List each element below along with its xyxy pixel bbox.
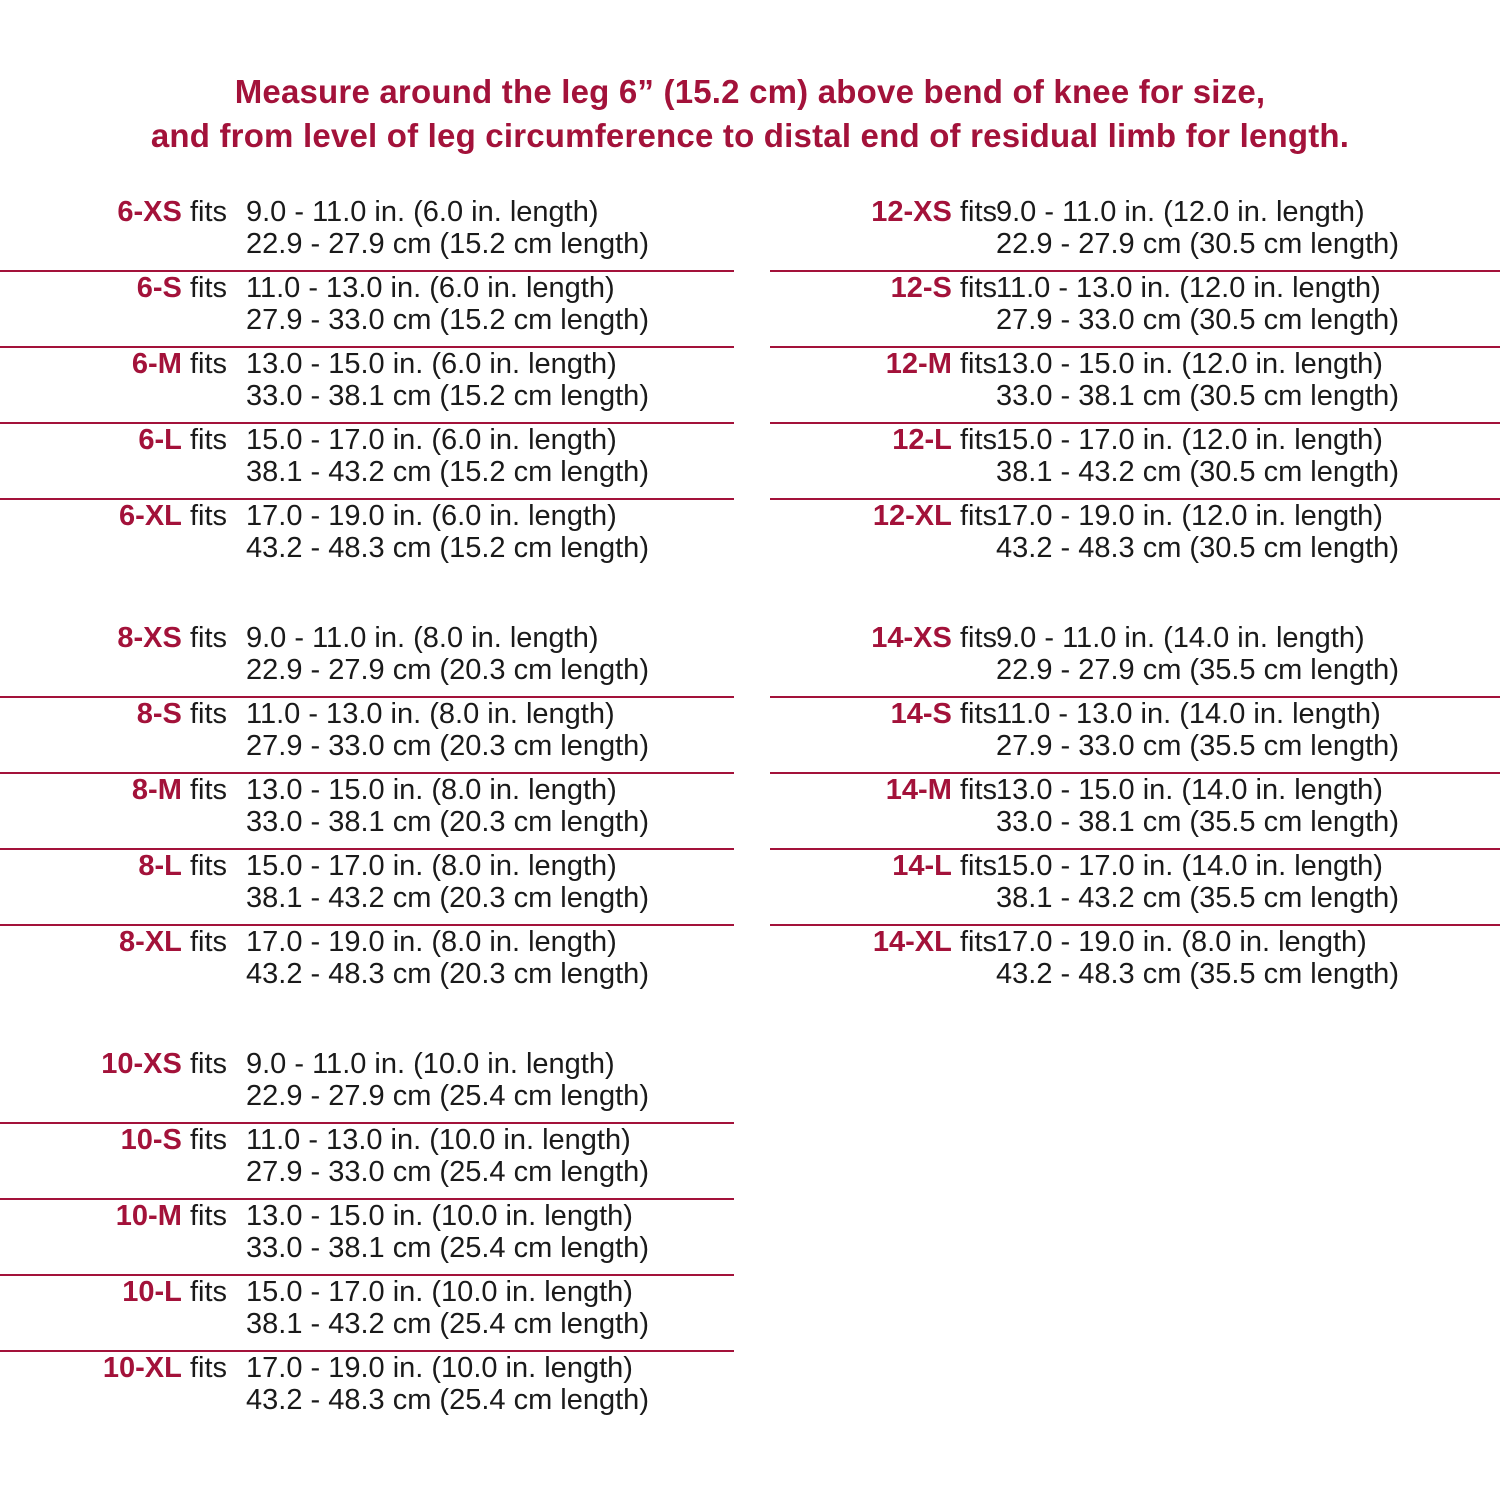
size-values [246, 424, 649, 488]
size-values [996, 622, 1399, 686]
size-row [770, 698, 1500, 774]
size-values [246, 926, 649, 990]
size-row [770, 272, 1500, 348]
inches-range: 9.0 - 11.0 in. (12.0 in. length) [996, 196, 1365, 228]
size-row [0, 1124, 734, 1200]
size-values [246, 774, 649, 838]
inches-range: 15.0 - 17.0 in. (10.0 in. length) [246, 1276, 633, 1308]
cm-range: 33.0 - 38.1 cm (20.3 cm length) [246, 806, 649, 838]
instructions-heading [0, 70, 1500, 158]
fits-word: fits [189, 272, 227, 304]
size-label [873, 500, 997, 532]
inches-range: 13.0 - 15.0 in. (14.0 in. length) [996, 774, 1383, 806]
fits-word: fits [189, 500, 227, 532]
size-values [246, 500, 649, 564]
size-values [246, 1048, 649, 1112]
size-code: 10-XS [101, 1048, 182, 1080]
size-label [132, 774, 227, 806]
size-code: 6-XS [117, 196, 182, 228]
size-row [770, 926, 1500, 1002]
cm-range: 27.9 - 33.0 cm (25.4 cm length) [246, 1156, 649, 1188]
size-values [996, 850, 1399, 914]
size-values [996, 424, 1399, 488]
fits-word: fits [189, 622, 227, 654]
size-code: 6-M [131, 348, 182, 380]
cm-range: 43.2 - 48.3 cm (30.5 cm length) [996, 532, 1399, 564]
fits-word: fits [959, 500, 997, 532]
fits-word: fits [189, 1276, 227, 1308]
cm-range: 33.0 - 38.1 cm (25.4 cm length) [246, 1232, 649, 1264]
size-row [770, 774, 1500, 850]
cm-range: 22.9 - 27.9 cm (15.2 cm length) [246, 228, 649, 260]
inches-range: 9.0 - 11.0 in. (6.0 in. length) [246, 196, 599, 228]
size-code: 12-XL [872, 500, 952, 532]
size-row [0, 1276, 734, 1352]
size-row [0, 926, 734, 1002]
size-values [246, 196, 649, 260]
size-label [119, 500, 227, 532]
fits-word: fits [189, 1124, 227, 1156]
inches-range: 13.0 - 15.0 in. (10.0 in. length) [246, 1200, 633, 1232]
inches-range: 11.0 - 13.0 in. (14.0 in. length) [996, 698, 1381, 730]
size-group-14 [770, 622, 1500, 1002]
size-row [0, 698, 734, 774]
size-row [0, 500, 734, 576]
size-row [770, 850, 1500, 926]
size-values [996, 196, 1399, 260]
fits-word: fits [959, 622, 997, 654]
size-label [122, 1276, 227, 1308]
size-code: 14-S [890, 698, 952, 730]
size-group-12 [770, 196, 1500, 576]
fits-word: fits [959, 926, 997, 958]
inches-range: 17.0 - 19.0 in. (12.0 in. length) [996, 500, 1383, 532]
size-code: 10-XL [102, 1352, 182, 1384]
cm-range: 22.9 - 27.9 cm (30.5 cm length) [996, 228, 1399, 260]
cm-range: 38.1 - 43.2 cm (15.2 cm length) [246, 456, 649, 488]
fits-word: fits [189, 850, 227, 882]
size-values [996, 272, 1399, 336]
size-code: 14-XL [872, 926, 952, 958]
cm-range: 43.2 - 48.3 cm (15.2 cm length) [246, 532, 649, 564]
fits-word: fits [959, 698, 997, 730]
size-label [886, 348, 997, 380]
cm-range: 22.9 - 27.9 cm (20.3 cm length) [246, 654, 649, 686]
cm-range: 27.9 - 33.0 cm (35.5 cm length) [996, 730, 1399, 762]
size-label [117, 196, 227, 228]
size-row [0, 424, 734, 500]
inches-range: 15.0 - 17.0 in. (14.0 in. length) [996, 850, 1383, 882]
size-label [137, 272, 227, 304]
size-group-6 [0, 196, 734, 576]
size-code: 8-XS [117, 622, 182, 654]
cm-range: 22.9 - 27.9 cm (35.5 cm length) [996, 654, 1399, 686]
size-label [891, 272, 997, 304]
size-label [892, 424, 997, 456]
size-label [116, 1200, 227, 1232]
size-label [891, 698, 997, 730]
cm-range: 33.0 - 38.1 cm (35.5 cm length) [996, 806, 1399, 838]
inches-range: 15.0 - 17.0 in. (8.0 in. length) [246, 850, 617, 882]
size-code: 12-M [885, 348, 952, 380]
cm-range: 43.2 - 48.3 cm (35.5 cm length) [996, 958, 1399, 990]
inches-range: 13.0 - 15.0 in. (8.0 in. length) [246, 774, 617, 806]
inches-range: 9.0 - 11.0 in. (8.0 in. length) [246, 622, 599, 654]
cm-range: 22.9 - 27.9 cm (25.4 cm length) [246, 1080, 649, 1112]
size-label [119, 926, 227, 958]
size-code: 8-L [138, 850, 182, 882]
size-label [101, 1048, 227, 1080]
size-label [117, 622, 227, 654]
size-values [996, 698, 1399, 762]
instructions-line-2: and from level of leg circumference to distal end of residual limb for length. [150, 117, 1350, 154]
cm-range: 43.2 - 48.3 cm (25.4 cm length) [246, 1384, 649, 1416]
fits-word: fits [959, 348, 997, 380]
size-values [246, 622, 649, 686]
size-row [0, 196, 734, 272]
size-row [770, 622, 1500, 698]
size-row [770, 348, 1500, 424]
size-label [871, 622, 997, 654]
size-row [0, 1352, 734, 1428]
inches-range: 11.0 - 13.0 in. (12.0 in. length) [996, 272, 1381, 304]
size-code: 8-S [136, 698, 182, 730]
fits-word: fits [959, 774, 997, 806]
size-row [770, 424, 1500, 500]
inches-range: 17.0 - 19.0 in. (10.0 in. length) [246, 1352, 633, 1384]
inches-range: 17.0 - 19.0 in. (8.0 in. length) [246, 926, 617, 958]
fits-word: fits [189, 774, 227, 806]
size-label [886, 774, 997, 806]
fits-word: fits [189, 926, 227, 958]
size-label [871, 196, 997, 228]
size-values [246, 1276, 649, 1340]
inches-range: 11.0 - 13.0 in. (10.0 in. length) [246, 1124, 631, 1156]
size-code: 14-M [885, 774, 952, 806]
size-label [873, 926, 997, 958]
inches-range: 15.0 - 17.0 in. (6.0 in. length) [246, 424, 617, 456]
size-code: 6-XL [119, 500, 182, 532]
size-group-8 [0, 622, 734, 1002]
size-label [137, 698, 227, 730]
size-label [132, 348, 227, 380]
cm-range: 27.9 - 33.0 cm (15.2 cm length) [246, 304, 649, 336]
fits-word: fits [189, 698, 227, 730]
fits-word: fits [189, 1200, 227, 1232]
inches-range: 11.0 - 13.0 in. (6.0 in. length) [246, 272, 615, 304]
size-code: 14-XS [871, 622, 952, 654]
cm-range: 38.1 - 43.2 cm (35.5 cm length) [996, 882, 1399, 914]
size-values [246, 1200, 649, 1264]
size-code: 14-L [892, 850, 952, 882]
fits-word: fits [959, 196, 997, 228]
size-code: 8-M [131, 774, 182, 806]
fits-word: fits [959, 272, 997, 304]
fits-word: fits [959, 850, 997, 882]
size-code: 12-L [892, 424, 952, 456]
size-values [246, 348, 649, 412]
cm-range: 27.9 - 33.0 cm (30.5 cm length) [996, 304, 1399, 336]
instructions-line-1: Measure around the leg 6” (15.2 cm) above bend of knee for size, [234, 73, 1266, 110]
size-values [246, 1352, 649, 1416]
size-values [996, 500, 1399, 564]
size-code: 8-XL [119, 926, 182, 958]
size-values [246, 272, 649, 336]
size-values [246, 698, 649, 762]
size-row [770, 196, 1500, 272]
size-row [0, 622, 734, 698]
size-values [246, 1124, 649, 1188]
fits-word: fits [189, 424, 227, 456]
size-row [0, 850, 734, 926]
cm-range: 27.9 - 33.0 cm (20.3 cm length) [246, 730, 649, 762]
size-row [0, 1048, 734, 1124]
inches-range: 9.0 - 11.0 in. (14.0 in. length) [996, 622, 1365, 654]
fits-word: fits [189, 1352, 227, 1384]
inches-range: 11.0 - 13.0 in. (8.0 in. length) [246, 698, 615, 730]
cm-range: 33.0 - 38.1 cm (15.2 cm length) [246, 380, 649, 412]
size-row [0, 348, 734, 424]
size-values [996, 774, 1399, 838]
size-label [138, 424, 227, 456]
inches-range: 9.0 - 11.0 in. (10.0 in. length) [246, 1048, 615, 1080]
size-code: 12-S [890, 272, 952, 304]
fits-word: fits [189, 196, 227, 228]
size-label [121, 1124, 227, 1156]
size-row [0, 774, 734, 850]
fits-word: fits [189, 348, 227, 380]
size-code: 6-S [136, 272, 182, 304]
size-values [996, 926, 1399, 990]
size-code: 10-S [120, 1124, 182, 1156]
inches-range: 13.0 - 15.0 in. (12.0 in. length) [996, 348, 1383, 380]
size-label [138, 850, 227, 882]
fits-word: fits [189, 1048, 227, 1080]
size-values [246, 850, 649, 914]
size-label [892, 850, 997, 882]
size-code: 10-L [122, 1276, 182, 1308]
cm-range: 33.0 - 38.1 cm (30.5 cm length) [996, 380, 1399, 412]
inches-range: 17.0 - 19.0 in. (6.0 in. length) [246, 500, 617, 532]
size-row [770, 500, 1500, 576]
inches-range: 13.0 - 15.0 in. (6.0 in. length) [246, 348, 617, 380]
size-row [0, 272, 734, 348]
size-row [0, 1200, 734, 1276]
size-code: 10-M [115, 1200, 182, 1232]
size-code: 6-L [138, 424, 182, 456]
cm-range: 38.1 - 43.2 cm (20.3 cm length) [246, 882, 649, 914]
inches-range: 17.0 - 19.0 in. (8.0 in. length) [996, 926, 1367, 958]
cm-range: 38.1 - 43.2 cm (30.5 cm length) [996, 456, 1399, 488]
cm-range: 43.2 - 48.3 cm (20.3 cm length) [246, 958, 649, 990]
size-label [103, 1352, 227, 1384]
size-values [996, 348, 1399, 412]
inches-range: 15.0 - 17.0 in. (12.0 in. length) [996, 424, 1383, 456]
size-group-10 [0, 1048, 734, 1428]
fits-word: fits [959, 424, 997, 456]
size-code: 12-XS [871, 196, 952, 228]
cm-range: 38.1 - 43.2 cm (25.4 cm length) [246, 1308, 649, 1340]
